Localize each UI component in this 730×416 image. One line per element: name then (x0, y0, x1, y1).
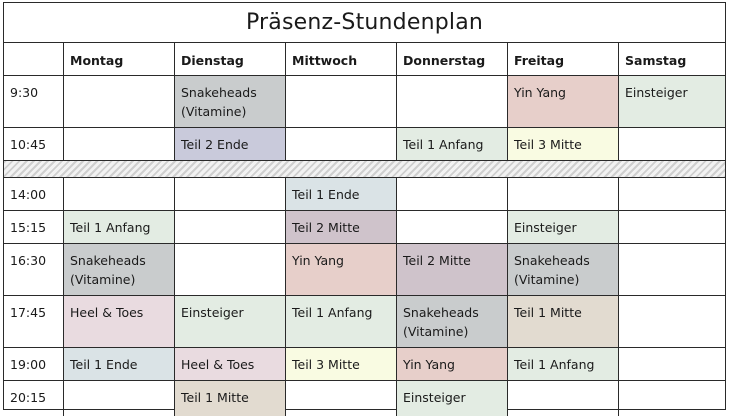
empty-slot (508, 178, 619, 211)
class-slot: Teil 1 Anfang (397, 128, 508, 161)
class-slot: Yin Yang (397, 348, 508, 381)
empty-slot (619, 211, 725, 244)
class-slot: Teil 1 Anfang (508, 348, 619, 381)
time-cell: 17:45 (4, 296, 64, 348)
class-slot: Teil 2 Mitte (397, 244, 508, 296)
empty-slot (397, 76, 508, 128)
empty-slot (175, 244, 286, 296)
class-slot: Teil 1 Ende (64, 348, 175, 381)
time-cell: 16:30 (4, 244, 64, 296)
empty-slot (619, 348, 725, 381)
empty-slot (619, 381, 725, 416)
header-corner (4, 43, 64, 76)
empty-slot (64, 178, 175, 211)
class-slot: Einsteiger (619, 76, 725, 128)
empty-slot (286, 76, 397, 128)
empty-slot (286, 381, 397, 416)
class-slot: Teil 3 Mitte (286, 348, 397, 381)
class-slot: Snakeheads (Vitamine) (64, 244, 175, 296)
class-slot: Yin Yang (286, 244, 397, 296)
empty-slot (619, 296, 725, 348)
time-cell: 15:15 (4, 211, 64, 244)
empty-slot (619, 128, 725, 161)
class-slot: Einsteiger (397, 381, 508, 416)
empty-slot (397, 178, 508, 211)
page-title: Präsenz-Stundenplan (4, 3, 725, 43)
empty-slot (619, 178, 725, 211)
empty-slot (175, 178, 286, 211)
class-slot: Teil 2 Ende (175, 128, 286, 161)
time-cell: 10:45 (4, 128, 64, 161)
time-cell: 19:00 (4, 348, 64, 381)
class-slot: Einsteiger (508, 211, 619, 244)
empty-slot (64, 381, 175, 416)
day-header-dienstag: Dienstag (175, 43, 286, 76)
class-slot: Teil 1 Ende (286, 178, 397, 211)
empty-slot (175, 211, 286, 244)
class-slot: Einsteiger (175, 296, 286, 348)
empty-slot (397, 211, 508, 244)
empty-slot (64, 76, 175, 128)
class-slot: Teil 1 Mitte (175, 381, 286, 416)
time-cell: 9:30 (4, 76, 64, 128)
class-slot: Heel & Toes (64, 296, 175, 348)
schedule-sheet (3, 2, 726, 410)
time-cell: 20:15 (4, 381, 64, 416)
day-header-freitag: Freitag (508, 43, 619, 76)
class-slot: Snakeheads (Vitamine) (175, 76, 286, 128)
class-slot: Teil 1 Mitte (508, 296, 619, 348)
class-slot: Snakeheads (Vitamine) (397, 296, 508, 348)
empty-slot (64, 128, 175, 161)
empty-slot (286, 128, 397, 161)
day-header-montag: Montag (64, 43, 175, 76)
lunch-break-divider (4, 161, 725, 178)
class-slot: Teil 2 Mitte (286, 211, 397, 244)
empty-slot (508, 381, 619, 416)
class-slot: Teil 1 Anfang (286, 296, 397, 348)
schedule-grid (4, 43, 725, 409)
day-header-donnerstag: Donnerstag (397, 43, 508, 76)
class-slot: Teil 3 Mitte (508, 128, 619, 161)
class-slot: Heel & Toes (175, 348, 286, 381)
time-cell: 14:00 (4, 178, 64, 211)
class-slot: Teil 1 Anfang (64, 211, 175, 244)
class-slot: Snakeheads (Vitamine) (508, 244, 619, 296)
empty-slot (619, 244, 725, 296)
day-header-mittwoch: Mittwoch (286, 43, 397, 76)
class-slot: Yin Yang (508, 76, 619, 128)
day-header-samstag: Samstag (619, 43, 725, 76)
